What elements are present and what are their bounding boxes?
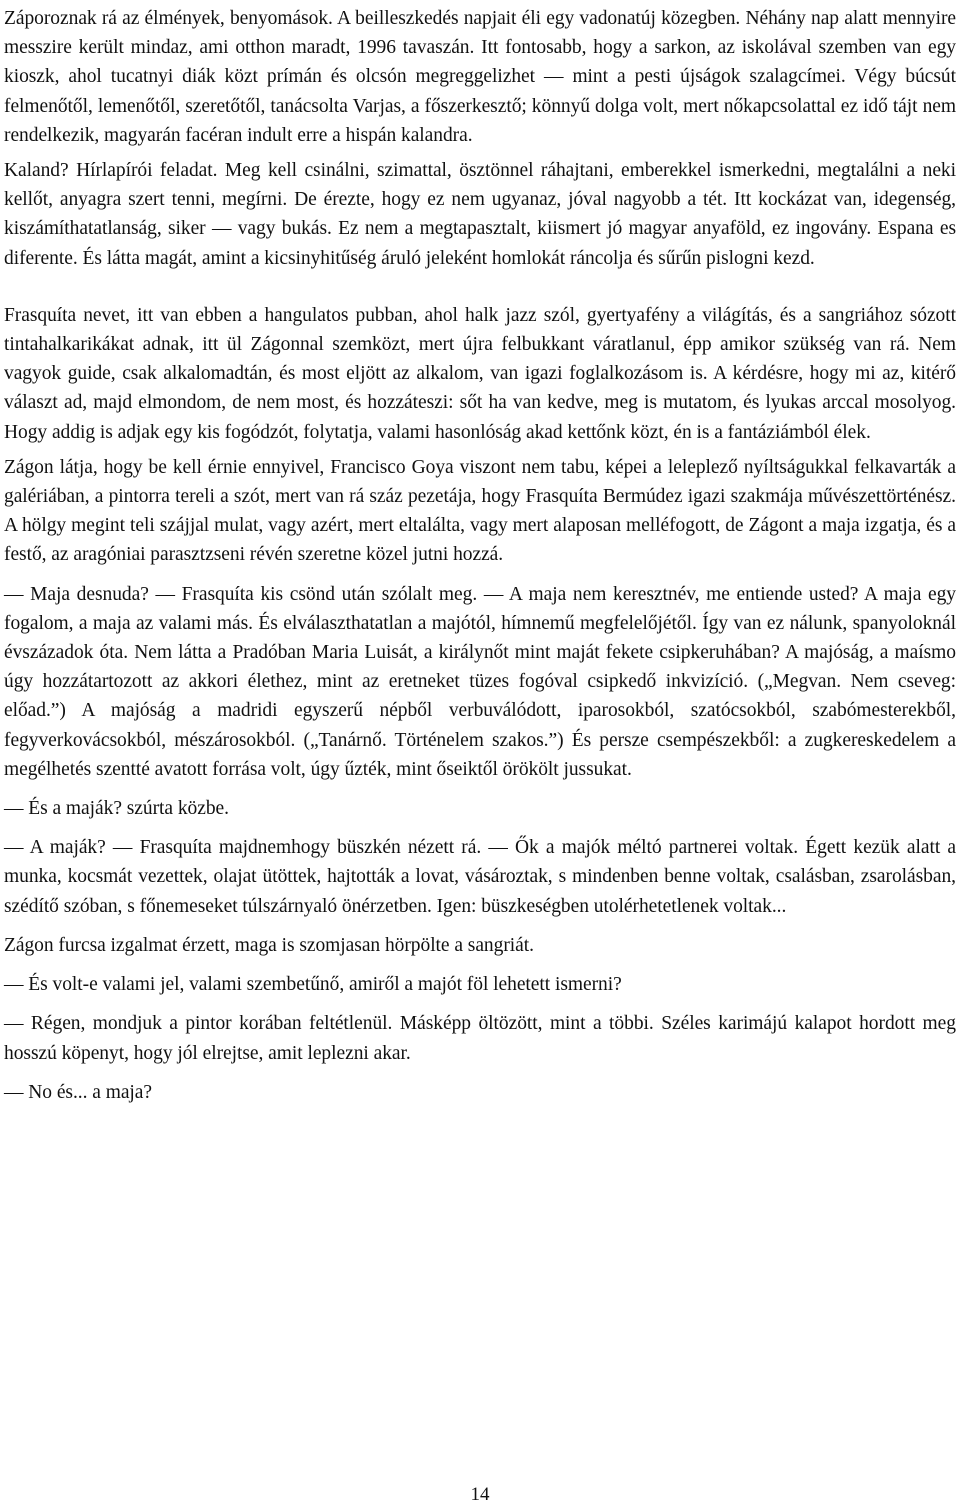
dialogue-paragraph: — És a maják? szúrta közbe. bbox=[4, 798, 229, 820]
paragraph: Frasquíta nevet, itt van ebben a hangulatos pubban, ahol halk jazz szól, gyertyafény a világítás, és a sangriához sózott tintahalkarikákat adnak, itt ül Zágonnal szemközt, mert újra felbukkant váratlanul, épp amikor szükség van rá. Nem vagyok guide, csak alkalomadtán, és most eljött az alkalom, van igazi foglalkozásom is. A kérdésre, hogy mi az, kitérő választ ad, majd elmondom, de nem most, és hozzáteszi: sőt ha van kedve, meg is mutatom, és lyukas arccal mosolyog. Hogy addig is adjak egy kis fogódzót, folytatja, valami hasonlóság akad kettőnk közt, én is a fantáziámból élek. bbox=[4, 304, 956, 443]
page-number: 14 bbox=[470, 1484, 490, 1505]
dialogue-paragraph: — A maják? — Frasquíta majdnemhogy büszkén nézett rá. — Ők a majók méltó partnerei voltak. Égett kezük alatt a munka, kocsmát vezettek, olajat ütöttek, hajtották a lovat, vásároztak, s mindenben benne voltak, csalásban, zsarolásban, szédítő szóban, s főnemeseket túlszárnyaló önérzetben. Igen: büszkeségben utolérhetetlenek voltak... bbox=[4, 837, 956, 917]
document-page bbox=[4, 0, 956, 1107]
paragraph: Záporoznak rá az élmények, benyomások. A beilleszkedés napjait éli egy vadonatúj közegben. Néhány nap alatt mennyire messzire került mindaz, ami otthon maradt, 1996 tavaszán. Itt fontosabb, hogy a sarkon, az iskolával szemben van egy kioszk, ahol tucatnyi diák közt prímán és olcsón megreggelizhet — mint a pesti újságok szalagcímei. Végy búcsút felmenőtől, lemenőtől, szeretőtől, tanácsolta Varjas, a főszerkesztő; könnyű dolga volt, mert nőkapcsolattal ez idő tájt nem rendelkezik, magyarán facéran indult erre a hispán kalandra. bbox=[4, 8, 956, 146]
paragraph: Zágon furcsa izgalmat érzett, maga is szomjasan hörpölte a sangriát. bbox=[4, 934, 534, 956]
dialogue-paragraph: — Régen, mondjuk a pintor korában feltétlenül. Másképp öltözött, mint a többi. Széles karimájú kalapot hordott meg hosszú köpenyt, hogy jól elrejtse, amit leplezni akar. bbox=[4, 1013, 956, 1064]
paragraph: Zágon látja, hogy be kell érnie ennyivel, Francisco Goya viszont nem tabu, képei a leleplező nyíltságukkal felkavarták a galériában, a pintorra tereli a szót, mert van rá száz pezetája, hogy Frasquíta Bermúdez igazi szakmája művészettörténész. A hölgy megint teli szájjal mulat, vagy azért, mert eltalálta, vagy mert alaposan melléfogott, de Zágont a maja izgatja, és a festő, az aragóniai parasztzseni révén szeretne közel jutni hozzá. bbox=[4, 456, 956, 566]
dialogue-paragraph: — Maja desnuda? — Frasquíta kis csönd után szólalt meg. — A maja nem keresztnév, me entiende usted? A maja egy fogalom, a maja az valami más. És elválaszthatatlan a majótól, hímnemű megfelelőjétől. Így van ez nálunk, spanyoloknál évszázadok óta. Nem látta a Pradóban Maria Luisát, a királynőt mint maját fekete csipkeruhában? A majóság, a maísmo úgy hozzátartozott az akkori élethez, mint az eretneket tüzes fogóval csipkedő inkvizíció. („Megvan. Nem cseveg: előad.”) A majóság a madridi egyszerű népből verbuválódott, iparosokból, szatócsokból, szabómesterekből, fegyverkovácsokból, mészárosokból. („Tanárnő. Történelem szakos.”) És persze csempészekből: a zugkereskedelem a megélhetés szentté avatott forrása volt, úgy űzték, mint őseiktől örökölt jussukat. bbox=[4, 583, 956, 780]
paragraph: Kaland? Hírlapírói feladat. Meg kell csinálni, szimattal, ösztönnel ráhajtani, emberekkel ismerkedni, megtalálni a neki kellőt, anyagra szert tenni, megírni. De érezte, hogy ez nem ugyanaz, jóval nagyobb a tét. Itt kockázat van, idegenség, kiszámíthatatlanság, siker — vagy bukás. Ez nem a megtapasztalt, kiismert jó magyar anyaföld, ez ingovány. Espana es diferente. És látta magát, amint a kicsinyhitűség áruló jeleként homlokát ráncolja és sűrűn pislogni kezd. bbox=[4, 160, 956, 269]
dialogue-paragraph: — No és... a maja? bbox=[4, 1081, 153, 1103]
dialogue-paragraph: — És volt-e valami jel, valami szembetűnő, amiről a majót föl lehetett ismerni? bbox=[4, 974, 622, 996]
